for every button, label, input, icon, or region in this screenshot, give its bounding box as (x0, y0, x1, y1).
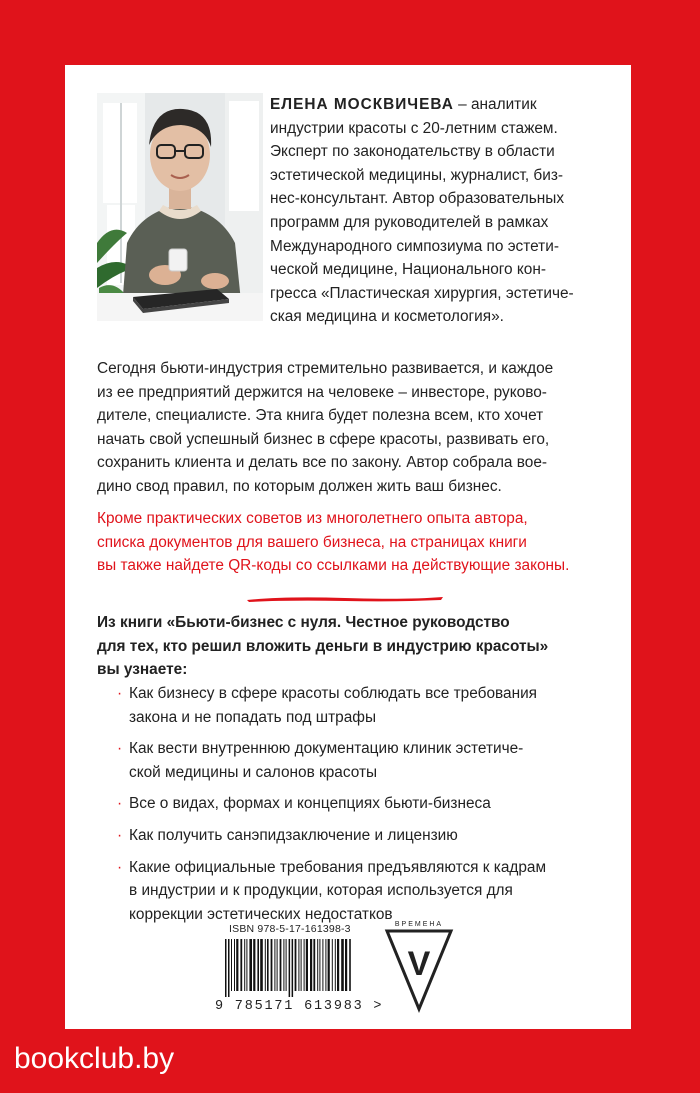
barcode-bar (225, 939, 227, 997)
learn-heading-line: Из книги «Бьюти-бизнес с нуля. Честное руководство (97, 614, 510, 631)
list-item-line: Какие официальные требования предъявляются к кадрам (129, 858, 547, 876)
author-photo (97, 93, 263, 321)
bullet-marker: · (117, 826, 123, 844)
highlight-line: списка документов для вашего бизнеса, на страницах книги (97, 533, 527, 551)
barcode-bar (298, 939, 299, 991)
barcode (223, 939, 351, 1002)
highlight-line: вы также найдете QR-коды со ссылками на действующие законы. (97, 557, 570, 575)
barcode-bar (246, 939, 247, 991)
barcode-bar (271, 939, 273, 991)
barcode-bar (349, 939, 351, 991)
publisher-logo (383, 917, 455, 1018)
intro-line: начать свой успешный бизнес в сфере красоты, развивать его, (97, 430, 550, 448)
barcode-bar (332, 939, 333, 991)
barcode-bar (234, 939, 235, 991)
barcode-bar (319, 939, 320, 991)
bullet-marker: · (117, 858, 123, 876)
intro-line: Сегодня бьюти-индустрия стремительно развивается, и каждое (97, 360, 554, 377)
list-item (117, 824, 617, 848)
brush-divider (245, 591, 445, 609)
barcode-bar (335, 939, 336, 991)
list-item-line: Как получить санэпидзаключение и лицензию (129, 826, 458, 844)
barcode-bar (253, 939, 255, 991)
barcode-bar (260, 939, 263, 991)
list-item-line: Как бизнесу в сфере красоты соблюдать все требования (129, 685, 538, 702)
barcode-bar (265, 939, 266, 991)
list-item-line: коррекции эстетических недостатков (129, 905, 393, 923)
barcode-bar (292, 939, 294, 997)
list-item-line: в индустрии и к продукции, которая используется для (129, 882, 513, 900)
barcode-bar (301, 939, 302, 991)
learn-list (117, 682, 617, 934)
intro-line: дителе, специалисте. Эта книга будет полезна всем, кто хочет (97, 407, 544, 425)
barcode-bar (310, 939, 312, 991)
author-bio-line: эстетической медицины, журналист, биз- (270, 166, 564, 184)
list-item (117, 737, 617, 784)
barcode-bar (231, 939, 232, 991)
isbn-label: ISBN 978-5-17-161398-3 (229, 923, 351, 935)
list-item (117, 682, 617, 729)
author-bio-line: программ для руководителей в рамках (270, 213, 549, 231)
barcode-bar (328, 939, 330, 991)
author-bio-line: индустрии красоты с 20-летним стажем. (270, 119, 558, 137)
barcode-bar (228, 939, 230, 997)
list-item-line: Все о видах, формах и концепциях бьюти-бизнеса (129, 795, 491, 813)
intro-line: дино свод правил, по которым должен жить ваш бизнес. (97, 477, 502, 495)
barcode-bar (249, 939, 252, 991)
barcode-bar (277, 939, 278, 991)
barcode-bar (280, 939, 282, 991)
bullet-marker: · (117, 795, 123, 813)
intro-line: из ее предприятий держится на человеке – инвесторе, руково- (97, 383, 547, 401)
publisher-logo-letter: V (407, 945, 431, 983)
author-bio-line (270, 93, 610, 117)
back-cover (65, 65, 631, 1029)
barcode-bar (267, 939, 269, 991)
intro-paragraph (97, 357, 607, 499)
author-name: ЕЛЕНА МОСКВИЧЕВА (270, 96, 454, 113)
barcode-bar (345, 939, 347, 991)
bullet-marker: · (117, 740, 123, 758)
list-item-line: закона и не попадать под штрафы (129, 708, 377, 726)
barcode-bar (286, 939, 287, 991)
barcode-bar (236, 939, 238, 991)
list-item-line: Как вести внутреннюю документацию клиник эстетиче- (129, 740, 524, 758)
list-item (117, 792, 617, 816)
author-bio-line: ческой медицине, Национального кон- (270, 261, 546, 279)
author-bio-line: Международного симпозиума по эстети- (270, 237, 559, 255)
barcode-bar (306, 939, 308, 991)
author-bio-line: ская медицина и косметология». (270, 308, 504, 326)
barcode-bar (337, 939, 339, 991)
learn-heading-line: вы узнаете: (97, 661, 188, 679)
list-item (117, 856, 617, 927)
barcode-bar (322, 939, 323, 991)
list-item-line: ской медицины и салонов красоты (129, 763, 378, 781)
barcode-bar (341, 939, 344, 991)
learn-heading-line: для тех, кто решил вложить деньги в индустрию красоты» (97, 637, 549, 655)
author-bio-line: Эксперт по законодательству в области (270, 143, 555, 161)
highlight-paragraph (97, 507, 612, 578)
barcode-bar (240, 939, 242, 991)
barcode-bar (289, 939, 291, 997)
barcode-bar (304, 939, 305, 991)
author-bio-line: нес-консультант. Автор образовательных (270, 190, 565, 208)
author-bio-line: гресса «Пластическая хирургия, эстетиче- (270, 284, 574, 302)
barcode-bar (325, 939, 326, 991)
barcode-number: 9 785171 613983 > (215, 999, 384, 1014)
barcode-bar (317, 939, 318, 991)
barcode-bar (295, 939, 297, 991)
bullet-marker: · (117, 685, 123, 702)
barcode-bar (244, 939, 245, 991)
barcode-bar (274, 939, 275, 991)
learn-heading (97, 611, 617, 682)
highlight-line: Кроме практических советов из многолетнего опыта автора, (97, 510, 528, 527)
author-bio (270, 93, 610, 329)
site-watermark: bookclub.by (14, 1042, 175, 1075)
barcode-bar (257, 939, 259, 991)
publisher-logo-text: ВРЕМЕНА (394, 921, 444, 928)
intro-line: сохранить клиента и делать все по закону. Автор собрала вое- (97, 454, 548, 472)
author-bio-text: – аналитик (458, 96, 537, 113)
barcode-bar (313, 939, 315, 991)
barcode-bar (283, 939, 284, 991)
